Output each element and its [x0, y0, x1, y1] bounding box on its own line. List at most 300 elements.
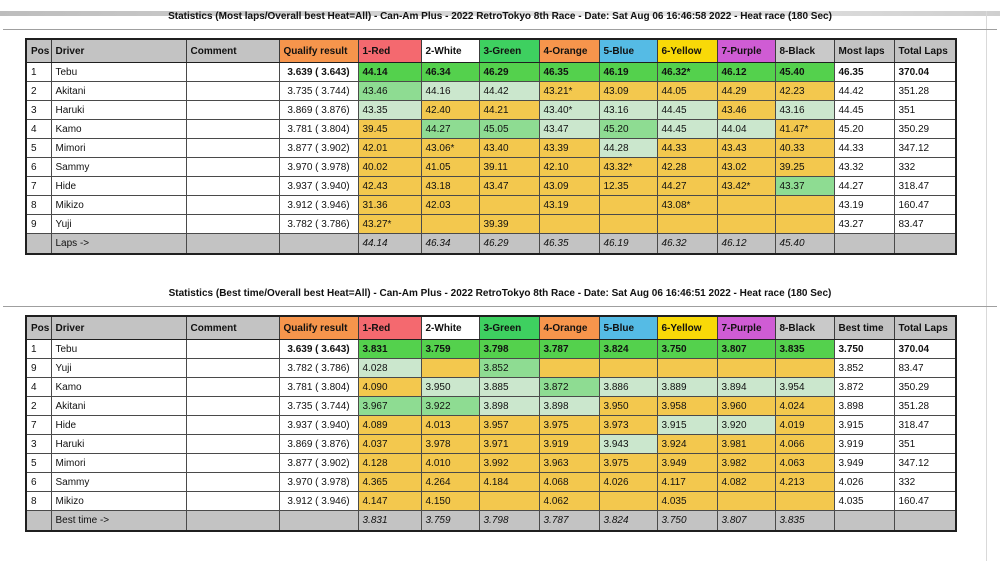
most-laps-table-holder [0, 38, 1000, 255]
result-cell: 44.42 [834, 82, 894, 101]
comment-cell [186, 435, 279, 454]
comment-cell [186, 378, 279, 397]
qualify-cell: 3.877 ( 3.902) [279, 454, 358, 473]
column-header-driver: Driver [51, 39, 186, 63]
column-header-2-white: 2-White [421, 316, 479, 340]
heat-cell: 45.40 [775, 63, 834, 82]
heat-cell: 3.963 [539, 454, 599, 473]
qualify-cell: 3.639 ( 3.643) [279, 340, 358, 359]
heat-cell: 4.035 [657, 492, 717, 511]
heat-cell: 3.894 [717, 378, 775, 397]
comment-cell [186, 359, 279, 378]
driver-row-sammy [26, 473, 956, 492]
qualify-cell: 3.869 ( 3.876) [279, 435, 358, 454]
heat-cell: 39.39 [479, 215, 539, 234]
column-header-most-laps: Most laps [834, 39, 894, 63]
driver-cell: Sammy [51, 158, 186, 177]
comment-cell [186, 215, 279, 234]
heat-cell: 43.43 [717, 139, 775, 158]
driver-cell: Hide [51, 416, 186, 435]
driver-row-mimori [26, 139, 956, 158]
column-header-1-red: 1-Red [358, 39, 421, 63]
heat-cell: 3.835 [775, 340, 834, 359]
heat-cell: 4.365 [358, 473, 421, 492]
qualify-cell: 3.912 ( 3.946) [279, 492, 358, 511]
heat-cell: 46.34 [421, 63, 479, 82]
total-laps-cell: 332 [894, 158, 956, 177]
qualify-cell: 3.735 ( 3.744) [279, 397, 358, 416]
total-laps-cell: 347.12 [894, 139, 956, 158]
summary-heat-cell: 46.12 [717, 234, 775, 255]
column-header-4-orange: 4-Orange [539, 316, 599, 340]
qualify-cell: 3.937 ( 3.940) [279, 177, 358, 196]
heat-cell: 43.35 [358, 101, 421, 120]
summary-heat-cell: 46.32 [657, 234, 717, 255]
comment-cell [186, 120, 279, 139]
heat-cell: 4.147 [358, 492, 421, 511]
total-laps-cell: 350.29 [894, 120, 956, 139]
heat-cell [657, 215, 717, 234]
driver-row-yuji [26, 215, 956, 234]
pos-cell: 6 [26, 473, 51, 492]
pos-cell: 9 [26, 359, 51, 378]
heat-cell: 44.33 [657, 139, 717, 158]
total-laps-cell: 370.04 [894, 340, 956, 359]
heat-cell [479, 492, 539, 511]
qualify-cell: 3.781 ( 3.804) [279, 378, 358, 397]
comment-cell [186, 63, 279, 82]
summary-result-cell [834, 234, 894, 255]
heat-cell: 42.28 [657, 158, 717, 177]
comment-cell [186, 101, 279, 120]
heat-cell: 4.184 [479, 473, 539, 492]
driver-cell: Kamo [51, 378, 186, 397]
best-time-section [0, 288, 1000, 532]
most-laps-title: Statistics (Most laps/Overall best Heat=All) - Can-Am Plus - 2022 RetroTokyo 8th Race - Date: Sat Aug 06 16:46:58 2022 - Heat race (180 Sec) [168, 11, 832, 22]
heat-cell: 3.898 [479, 397, 539, 416]
heat-cell: 43.46 [358, 82, 421, 101]
result-cell: 4.026 [834, 473, 894, 492]
pos-cell: 7 [26, 177, 51, 196]
summary-heat-cell: 3.750 [657, 511, 717, 532]
heat-cell: 43.37 [775, 177, 834, 196]
result-cell: 43.27 [834, 215, 894, 234]
heat-cell [775, 215, 834, 234]
heat-cell [421, 215, 479, 234]
heat-cell: 4.062 [539, 492, 599, 511]
report-page [0, 11, 1000, 532]
heat-cell [657, 359, 717, 378]
heat-cell: 3.852 [479, 359, 539, 378]
heat-cell: 3.981 [717, 435, 775, 454]
heat-cell: 43.40* [539, 101, 599, 120]
heat-cell: 3.920 [717, 416, 775, 435]
driver-cell: Kamo [51, 120, 186, 139]
driver-cell: Yuji [51, 359, 186, 378]
heat-cell: 3.971 [479, 435, 539, 454]
result-cell: 4.035 [834, 492, 894, 511]
summary-heat-cell: 3.831 [358, 511, 421, 532]
heat-cell: 44.27 [421, 120, 479, 139]
driver-cell: Akitani [51, 397, 186, 416]
heat-cell: 44.42 [479, 82, 539, 101]
total-laps-cell: 350.29 [894, 378, 956, 397]
column-header-6-yellow: 6-Yellow [657, 39, 717, 63]
heat-cell: 3.943 [599, 435, 657, 454]
heat-cell: 3.872 [539, 378, 599, 397]
heat-cell: 44.45 [657, 101, 717, 120]
result-cell: 3.872 [834, 378, 894, 397]
heat-cell: 3.750 [657, 340, 717, 359]
pos-cell: 1 [26, 340, 51, 359]
qualify-cell: 3.782 ( 3.786) [279, 359, 358, 378]
heat-cell: 3.967 [358, 397, 421, 416]
heat-cell: 3.889 [657, 378, 717, 397]
summary-total-cell [894, 511, 956, 532]
heat-cell: 31.36 [358, 196, 421, 215]
heat-cell: 3.885 [479, 378, 539, 397]
heat-cell: 3.787 [539, 340, 599, 359]
result-cell: 3.919 [834, 435, 894, 454]
driver-row-tebu [26, 340, 956, 359]
heat-cell: 42.40 [421, 101, 479, 120]
heat-cell [775, 196, 834, 215]
pos-cell: 3 [26, 435, 51, 454]
driver-cell: Sammy [51, 473, 186, 492]
heat-cell: 43.46 [717, 101, 775, 120]
driver-row-akitani [26, 397, 956, 416]
heat-cell: 3.922 [421, 397, 479, 416]
qualify-cell: 3.937 ( 3.940) [279, 416, 358, 435]
total-laps-cell: 83.47 [894, 215, 956, 234]
heat-cell: 4.150 [421, 492, 479, 511]
driver-row-hide [26, 416, 956, 435]
summary-heat-cell: 46.19 [599, 234, 657, 255]
heat-cell: 3.886 [599, 378, 657, 397]
column-header-best-time: Best time [834, 316, 894, 340]
heat-cell [539, 359, 599, 378]
best-time-table-holder [0, 315, 1000, 532]
column-header-7-purple: 7-Purple [717, 39, 775, 63]
qualify-cell: 3.912 ( 3.946) [279, 196, 358, 215]
summary-qualify-cell [279, 234, 358, 255]
summary-comment-cell [186, 511, 279, 532]
heat-cell: 43.18 [421, 177, 479, 196]
heat-cell: 4.013 [421, 416, 479, 435]
heat-cell: 39.11 [479, 158, 539, 177]
title-divider [3, 29, 997, 30]
heat-cell: 44.21 [479, 101, 539, 120]
pos-cell: 8 [26, 492, 51, 511]
heat-cell: 4.026 [599, 473, 657, 492]
column-header-total-laps: Total Laps [894, 39, 956, 63]
qualify-cell: 3.781 ( 3.804) [279, 120, 358, 139]
qualify-cell: 3.970 ( 3.978) [279, 473, 358, 492]
driver-row-mimori [26, 454, 956, 473]
summary-heat-cell: 3.824 [599, 511, 657, 532]
heat-cell [599, 492, 657, 511]
heat-cell: 46.32* [657, 63, 717, 82]
best-time-table [25, 315, 957, 532]
driver-row-hide [26, 177, 956, 196]
pos-cell: 1 [26, 63, 51, 82]
pos-cell: 4 [26, 378, 51, 397]
pos-cell: 8 [26, 196, 51, 215]
driver-cell: Yuji [51, 215, 186, 234]
column-header-2-white: 2-White [421, 39, 479, 63]
heat-cell: 3.957 [479, 416, 539, 435]
heat-cell: 42.03 [421, 196, 479, 215]
heat-cell: 3.924 [657, 435, 717, 454]
heat-cell [599, 359, 657, 378]
driver-cell: Mimori [51, 139, 186, 158]
comment-cell [186, 158, 279, 177]
heat-cell: 3.949 [657, 454, 717, 473]
result-cell: 43.19 [834, 196, 894, 215]
driver-row-mikizo [26, 492, 956, 511]
heat-cell: 3.919 [539, 435, 599, 454]
summary-pos-cell [26, 511, 51, 532]
comment-cell [186, 82, 279, 101]
driver-cell: Mikizo [51, 196, 186, 215]
column-header-7-purple: 7-Purple [717, 316, 775, 340]
heat-cell: 3.807 [717, 340, 775, 359]
heat-cell: 44.29 [717, 82, 775, 101]
column-header-4-orange: 4-Orange [539, 39, 599, 63]
driver-cell: Mimori [51, 454, 186, 473]
heat-cell: 43.47 [539, 120, 599, 139]
heat-cell: 3.915 [657, 416, 717, 435]
summary-heat-cell: 3.787 [539, 511, 599, 532]
total-laps-cell: 370.04 [894, 63, 956, 82]
most-laps-table [25, 38, 957, 255]
heat-cell: 43.47 [479, 177, 539, 196]
heat-cell [421, 359, 479, 378]
heat-cell: 4.089 [358, 416, 421, 435]
total-laps-cell: 332 [894, 473, 956, 492]
summary-heat-cell: 3.798 [479, 511, 539, 532]
heat-cell: 43.32* [599, 158, 657, 177]
comment-cell [186, 177, 279, 196]
heat-cell: 44.45 [657, 120, 717, 139]
column-header-1-red: 1-Red [358, 316, 421, 340]
heat-cell: 3.759 [421, 340, 479, 359]
pos-cell: 2 [26, 82, 51, 101]
heat-cell: 3.898 [539, 397, 599, 416]
comment-cell [186, 492, 279, 511]
driver-cell: Tebu [51, 340, 186, 359]
driver-row-kamo [26, 378, 956, 397]
heat-cell: 4.082 [717, 473, 775, 492]
column-header-8-black: 8-Black [775, 316, 834, 340]
heat-cell: 4.128 [358, 454, 421, 473]
summary-qualify-cell [279, 511, 358, 532]
total-laps-cell: 160.47 [894, 196, 956, 215]
heat-cell: 43.08* [657, 196, 717, 215]
heat-cell: 43.09 [539, 177, 599, 196]
heat-cell: 43.40 [479, 139, 539, 158]
heat-cell: 3.973 [599, 416, 657, 435]
heat-cell: 46.29 [479, 63, 539, 82]
result-cell: 46.35 [834, 63, 894, 82]
heat-cell: 3.798 [479, 340, 539, 359]
driver-cell: Tebu [51, 63, 186, 82]
heat-cell: 43.39 [539, 139, 599, 158]
pos-cell: 9 [26, 215, 51, 234]
total-laps-cell: 160.47 [894, 492, 956, 511]
summary-heat-cell: 46.34 [421, 234, 479, 255]
summary-comment-cell [186, 234, 279, 255]
total-laps-cell: 351 [894, 101, 956, 120]
summary-label-cell: Best time -> [51, 511, 186, 532]
heat-cell: 12.35 [599, 177, 657, 196]
pos-cell: 3 [26, 101, 51, 120]
heat-cell: 40.02 [358, 158, 421, 177]
heat-cell [717, 359, 775, 378]
heat-cell: 3.950 [599, 397, 657, 416]
heat-cell: 4.068 [539, 473, 599, 492]
heat-cell: 44.28 [599, 139, 657, 158]
driver-cell: Haruki [51, 101, 186, 120]
column-header-5-blue: 5-Blue [599, 316, 657, 340]
heat-cell: 43.16 [775, 101, 834, 120]
most-laps-section [0, 11, 1000, 255]
summary-heat-cell: 3.759 [421, 511, 479, 532]
heat-cell: 43.19 [539, 196, 599, 215]
header-row [26, 39, 956, 63]
driver-cell: Akitani [51, 82, 186, 101]
heat-cell: 40.33 [775, 139, 834, 158]
heat-cell: 41.47* [775, 120, 834, 139]
summary-result-cell [834, 511, 894, 532]
driver-row-haruki [26, 435, 956, 454]
heat-cell: 3.960 [717, 397, 775, 416]
qualify-cell: 3.877 ( 3.902) [279, 139, 358, 158]
heat-cell: 4.019 [775, 416, 834, 435]
column-header-pos: Pos [26, 39, 51, 63]
heat-cell: 44.16 [421, 82, 479, 101]
column-header-pos: Pos [26, 316, 51, 340]
result-cell: 44.33 [834, 139, 894, 158]
qualify-cell: 3.735 ( 3.744) [279, 82, 358, 101]
total-laps-cell: 347.12 [894, 454, 956, 473]
comment-cell [186, 139, 279, 158]
column-header-5-blue: 5-Blue [599, 39, 657, 63]
heat-cell: 4.024 [775, 397, 834, 416]
column-header-6-yellow: 6-Yellow [657, 316, 717, 340]
column-header-driver: Driver [51, 316, 186, 340]
heat-cell: 41.05 [421, 158, 479, 177]
summary-total-cell [894, 234, 956, 255]
result-cell: 3.949 [834, 454, 894, 473]
heat-cell: 42.01 [358, 139, 421, 158]
comment-cell [186, 196, 279, 215]
driver-row-akitani [26, 82, 956, 101]
summary-label-cell: Laps -> [51, 234, 186, 255]
summary-heat-cell: 3.807 [717, 511, 775, 532]
best-time-title: Statistics (Best time/Overall best Heat=All) - Can-Am Plus - 2022 RetroTokyo 8th Race - Date: Sat Aug 06 16:46:51 2022 - Heat race (180 Sec) [168, 288, 832, 299]
result-cell: 44.27 [834, 177, 894, 196]
heat-cell [717, 492, 775, 511]
total-laps-cell: 351 [894, 435, 956, 454]
heat-cell: 3.978 [421, 435, 479, 454]
heat-cell: 3.975 [599, 454, 657, 473]
heat-cell: 3.824 [599, 340, 657, 359]
result-cell: 3.898 [834, 397, 894, 416]
heat-cell: 43.27* [358, 215, 421, 234]
heat-cell: 4.264 [421, 473, 479, 492]
heat-cell: 4.028 [358, 359, 421, 378]
heat-cell: 46.12 [717, 63, 775, 82]
driver-row-mikizo [26, 196, 956, 215]
result-cell: 43.32 [834, 158, 894, 177]
heat-cell: 42.43 [358, 177, 421, 196]
heat-cell: 3.992 [479, 454, 539, 473]
heat-cell: 46.35 [539, 63, 599, 82]
heat-cell: 4.037 [358, 435, 421, 454]
column-header-8-black: 8-Black [775, 39, 834, 63]
pos-cell: 6 [26, 158, 51, 177]
heat-cell: 43.06* [421, 139, 479, 158]
heat-cell [479, 196, 539, 215]
total-laps-cell: 351.28 [894, 82, 956, 101]
summary-heat-cell: 45.40 [775, 234, 834, 255]
heat-cell: 4.117 [657, 473, 717, 492]
pos-cell: 7 [26, 416, 51, 435]
heat-cell: 39.25 [775, 158, 834, 177]
heat-cell: 4.066 [775, 435, 834, 454]
heat-cell: 44.04 [717, 120, 775, 139]
heat-cell: 44.05 [657, 82, 717, 101]
heat-cell: 4.213 [775, 473, 834, 492]
comment-cell [186, 473, 279, 492]
summary-heat-cell: 46.29 [479, 234, 539, 255]
column-header-comment: Comment [186, 316, 279, 340]
total-laps-cell: 351.28 [894, 397, 956, 416]
summary-heat-cell: 46.35 [539, 234, 599, 255]
result-cell: 3.915 [834, 416, 894, 435]
driver-cell: Mikizo [51, 492, 186, 511]
qualify-cell: 3.970 ( 3.978) [279, 158, 358, 177]
summary-heat-cell: 3.835 [775, 511, 834, 532]
column-header-qualify-result: Qualify result [279, 39, 358, 63]
heat-cell: 3.954 [775, 378, 834, 397]
pos-cell: 5 [26, 139, 51, 158]
column-header-total-laps: Total Laps [894, 316, 956, 340]
heat-cell: 43.42* [717, 177, 775, 196]
result-cell: 45.20 [834, 120, 894, 139]
result-cell: 44.45 [834, 101, 894, 120]
driver-row-haruki [26, 101, 956, 120]
heat-cell: 45.20 [599, 120, 657, 139]
heat-cell: 46.19 [599, 63, 657, 82]
pos-cell: 2 [26, 397, 51, 416]
heat-cell: 4.063 [775, 454, 834, 473]
result-cell: 3.750 [834, 340, 894, 359]
heat-cell: 39.45 [358, 120, 421, 139]
heat-cell: 3.950 [421, 378, 479, 397]
heat-cell: 45.05 [479, 120, 539, 139]
heat-cell: 44.14 [358, 63, 421, 82]
heat-cell [775, 492, 834, 511]
heat-cell [717, 196, 775, 215]
driver-cell: Hide [51, 177, 186, 196]
total-laps-cell: 318.47 [894, 177, 956, 196]
column-header-3-green: 3-Green [479, 316, 539, 340]
qualify-cell: 3.782 ( 3.786) [279, 215, 358, 234]
driver-row-sammy [26, 158, 956, 177]
qualify-cell: 3.869 ( 3.876) [279, 101, 358, 120]
